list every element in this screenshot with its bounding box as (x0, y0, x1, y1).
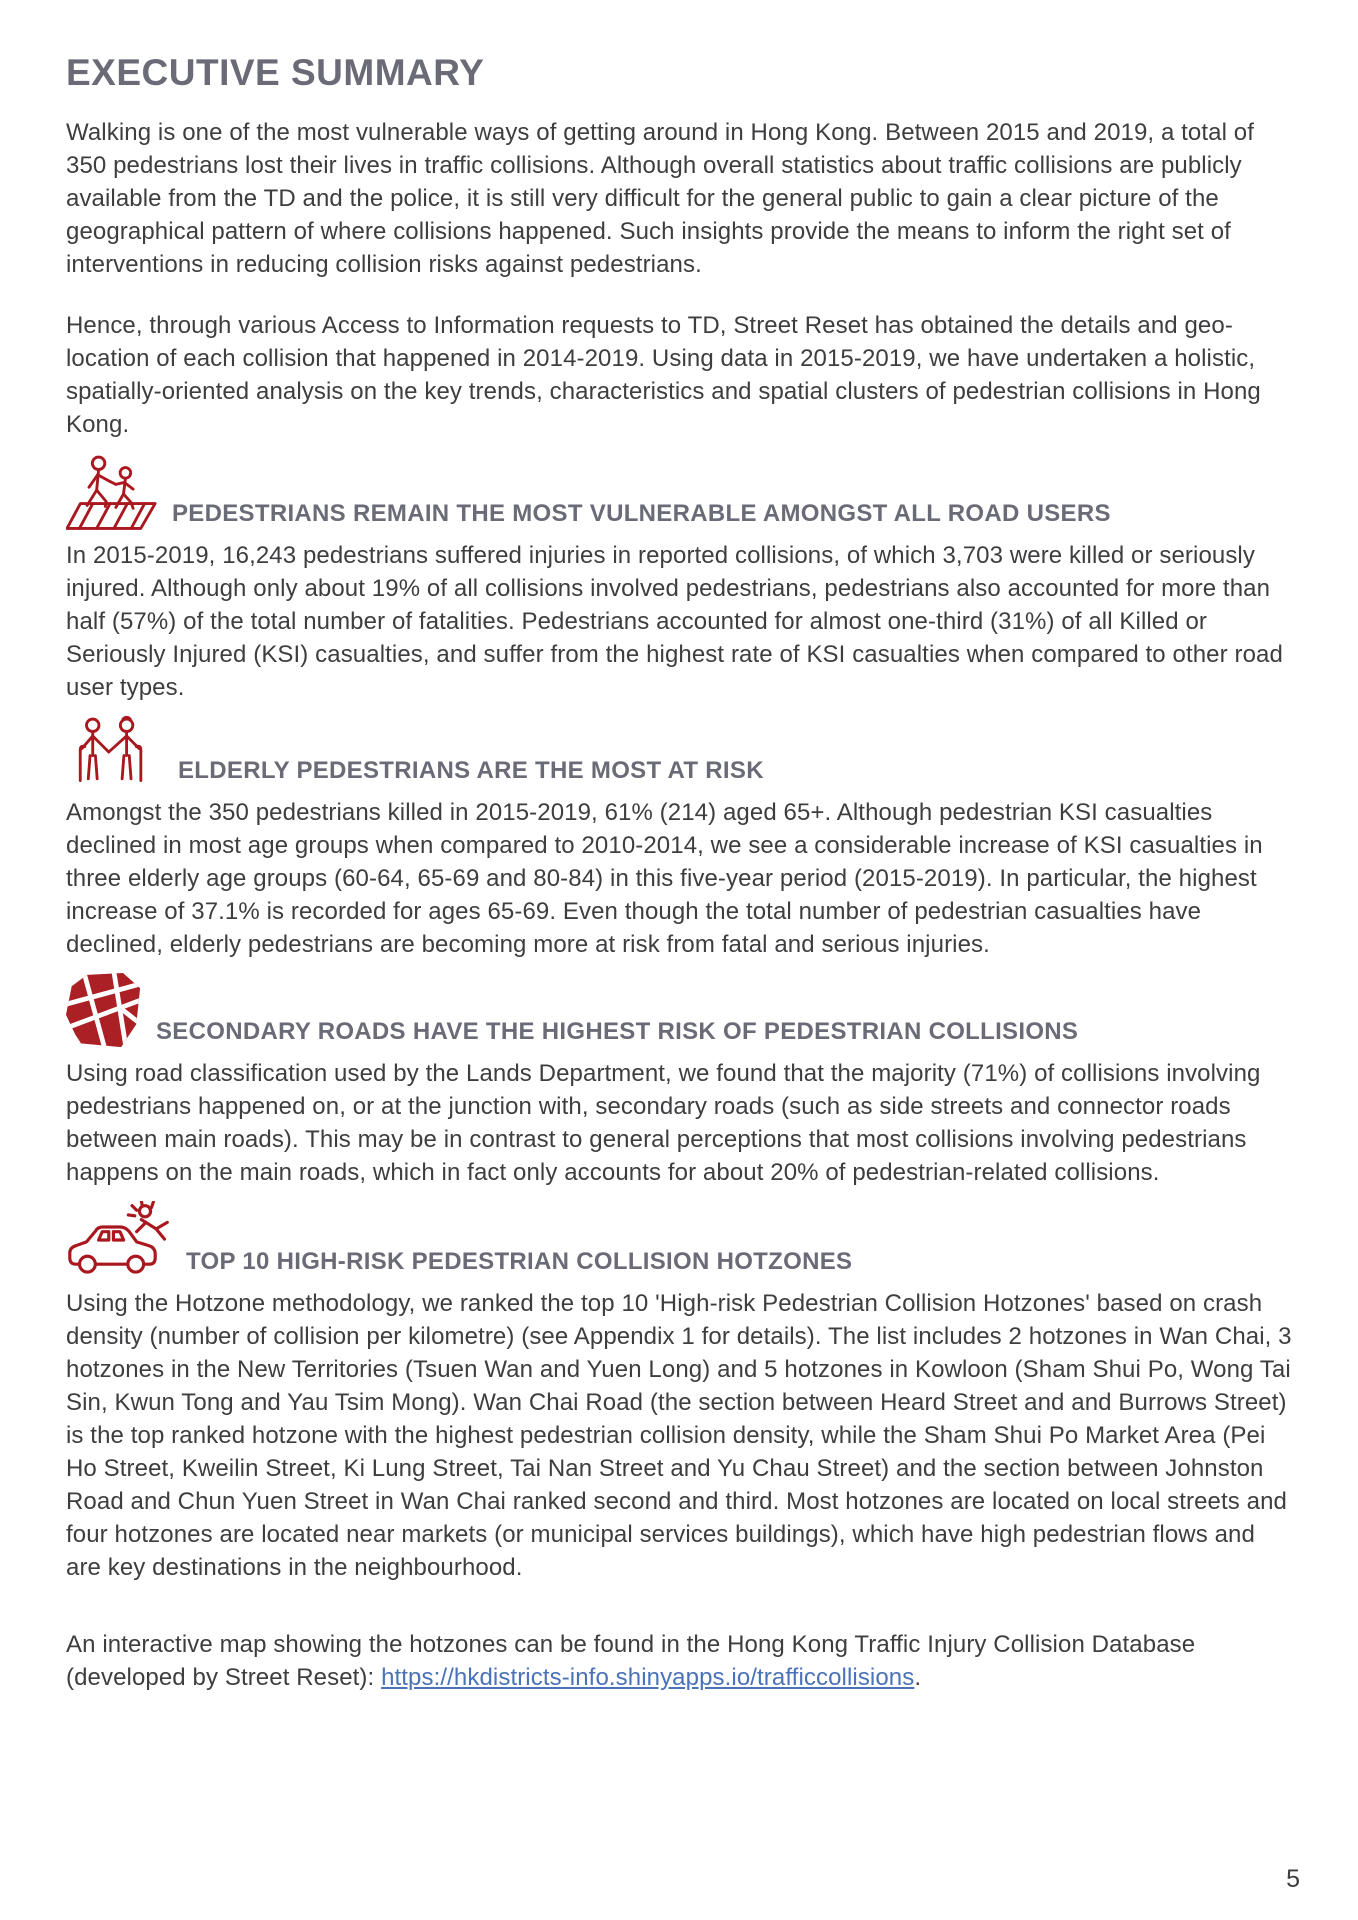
section-elderly-at-risk (66, 716, 1292, 961)
section-pedestrians-vulnerable (66, 455, 1292, 704)
traffic-collisions-database-link[interactable]: https://hkdistricts-info.shinyapps.io/trafficcollisions (381, 1664, 915, 1691)
section-body: In 2015-2019, 16,243 pedestrians suffered injuries in reported collisions, of which 3,703 were killed or seriously injured. Although only about 19% of all collisions involved pedestrians, pedestrians also accounted for more than half (57%) of the total number of fatalities. Pedestrians accounted for almost one-third (31%) of all Killed or Seriously Injured (KSI) casualties, and suffer from the highest rate of KSI casualties when compared to other road user types. (66, 542, 1283, 701)
section-body: Using road classification used by the Lands Department, we found that the majority (71%) of collisions involving pedestrians happened on, or at the junction with, secondary roads (such as side streets and connector roads between main roads). This may be in contrast to general perceptions that most collisions involving pedestrians happens on the main roads, which in fact only accounts for about 20% of pedestrian-related collisions. (66, 1060, 1261, 1186)
page-number: 5 (1286, 1865, 1300, 1893)
car-pedestrian-collision-icon (66, 1201, 172, 1279)
road-map-icon (66, 973, 142, 1049)
section-body: Amongst the 350 pedestrians killed in 2015-2019, 61% (214) aged 65+. Although pedestrian KSI casualties declined in most age groups when compared to 2010-2014, we see a considerable increase of KSI casualties in three elderly age groups (60-64, 65-69 and 80-84) in this five-year period (2015-2019). In particular, the highest increase of 37.1% is recorded for ages 65-69. Even though the total number of pedestrian casualties have declined, elderly pedestrians are becoming more at risk from fatal and serious injuries. (66, 799, 1263, 958)
section-body: Using the Hotzone methodology, we ranked the top 10 'High-risk Pedestrian Collision Hotzones' based on crash density (number of collision per kilometre) (see Appendix 1 for details). The list includes 2 hotzones in Wan Chai, 3 hotzones in the New Territories (Tsuen Wan and Yuen Long) and 5 hotzones in Kowloon (Sham Shui Po, Wong Tai Sin, Kwun Tong and Yau Tsim Mong). Wan Chai Road (the section between Heard Street and and Burrows Street) is the top ranked hotzone with the highest pedestrian collision density, while the Sham Shui Po Market Area (Pei Ho Street, Kweilin Street, Ki Lung Street, Tai Nan Street and Yu Chau Street) and the section between Johnston Road and Chun Yuen Street in Wan Chai ranked second and third. Most hotzones are located on local streets and four hotzones are located near markets (or municipal services buildings), which have high pedestrian flows and are key destinations in the neighbourhood. (66, 1290, 1292, 1581)
section-heading: ELDERLY PEDESTRIANS ARE THE MOST AT RISK (178, 756, 764, 784)
pedestrian-crossing-icon (66, 455, 158, 531)
intro-paragraph-1: Walking is one of the most vulnerable ways of getting around in Hong Kong. Between 2015 and 2019, a total of 350 pedestrians lost their lives in traffic collisions. Although overall statistics about traffic collisions are publicly available from the TD and the police, it is still very difficult for the general public to gain a clear picture of the geographical pattern of where collisions happened. Such insights provide the means to inform the right set of interventions in reducing collision risks against pedestrians. (66, 119, 1255, 278)
closing-text: An interactive map showing the hotzones can be found in the Hong Kong Traffic Injury Collision Database (developed by Street Reset): (66, 1631, 1196, 1691)
section-heading: TOP 10 HIGH-RISK PEDESTRIAN COLLISION HOTZONES (186, 1247, 853, 1275)
section-header (66, 455, 1292, 531)
section-header (66, 973, 1292, 1049)
closing-paragraph (66, 1628, 1292, 1694)
page-title: EXECUTIVE SUMMARY (66, 52, 485, 93)
section-secondary-roads (66, 973, 1292, 1189)
section-heading: PEDESTRIANS REMAIN THE MOST VULNERABLE AMONGST ALL ROAD USERS (172, 499, 1111, 527)
section-hotzones (66, 1201, 1292, 1584)
section-heading: SECONDARY ROADS HAVE THE HIGHEST RISK OF PEDESTRIAN COLLISIONS (156, 1017, 1079, 1045)
section-header (66, 1201, 1292, 1279)
elderly-couple-icon (66, 716, 164, 788)
closing-period: . (914, 1664, 922, 1691)
intro-paragraph-2: Hence, through various Access to Information requests to TD, Street Reset has obtained the details and geo-location of each collision that happened in 2014-2019. Using data in 2015-2019, we have undertaken a holistic, spatially-oriented analysis on the key trends, characteristics and spatial clusters of pedestrian collisions in Hong Kong. (66, 312, 1261, 438)
section-header (66, 716, 1292, 788)
